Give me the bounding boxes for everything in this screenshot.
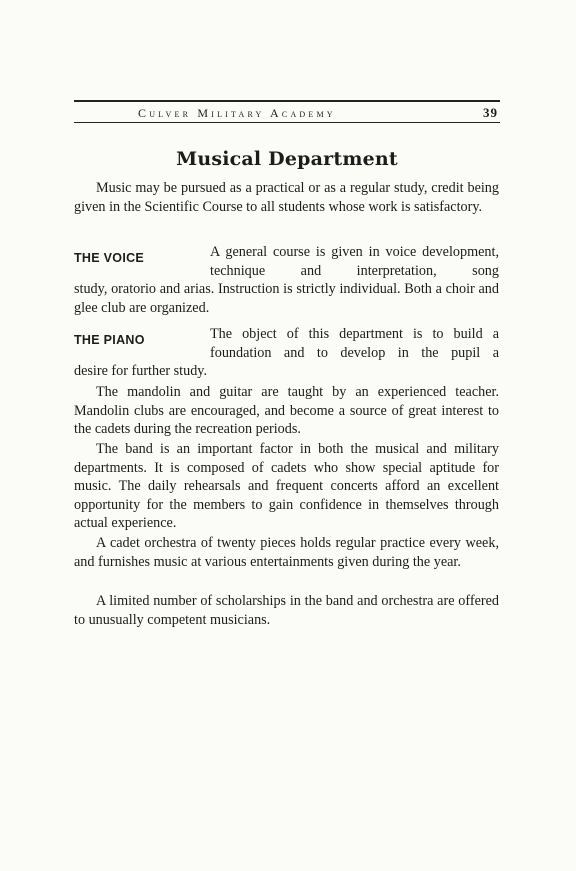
- page-number: 39: [483, 105, 498, 120]
- section-title: Musical Department: [176, 148, 398, 170]
- voice-paragraph-hang: A general course is given in voice development, technique and interpretation, song: [210, 244, 499, 279]
- voice-heading: THE VOICE: [74, 251, 145, 265]
- intro-paragraph: Music may be pursued as a practical or as a regular study, credit being given in the Scientific Course to all students whose work is satisfactory.: [74, 180, 499, 215]
- running-title: Culver Military Academy: [138, 106, 336, 120]
- piano-heading: THE PIANO: [74, 333, 145, 347]
- piano-paragraph-hang: The object of this department is to build a foundation and to develop in the pupil a: [210, 326, 499, 361]
- voice-paragraph-continued: study, oratorio and arias. Instruction is strictly individual. Both a choir and glee club are organized.: [74, 281, 499, 316]
- header-rule-bottom: [74, 122, 500, 123]
- scholarships-paragraph: A limited number of scholarships in the band and orchestra are offered to unusually competent musicians.: [74, 593, 499, 628]
- orchestra-paragraph: A cadet orchestra of twenty pieces holds regular practice every week, and furnishes music at various entertainments given during the year.: [74, 535, 499, 570]
- mandolin-paragraph: The mandolin and guitar are taught by an experienced teacher. Mandolin clubs are encouraged, and become a source of great interest to the cadets during the recreation periods.: [74, 384, 499, 438]
- piano-paragraph-continued: desire for further study.: [74, 363, 208, 379]
- header-rule-top: [74, 100, 500, 102]
- band-paragraph: The band is an important factor in both the musical and military departments. It is composed of cadets who show special aptitude for music. The daily rehearsals and frequent concerts afford an excellent opportunity for the members to gain confidence in themselves through actual experience.: [74, 441, 499, 532]
- running-head: [74, 104, 500, 122]
